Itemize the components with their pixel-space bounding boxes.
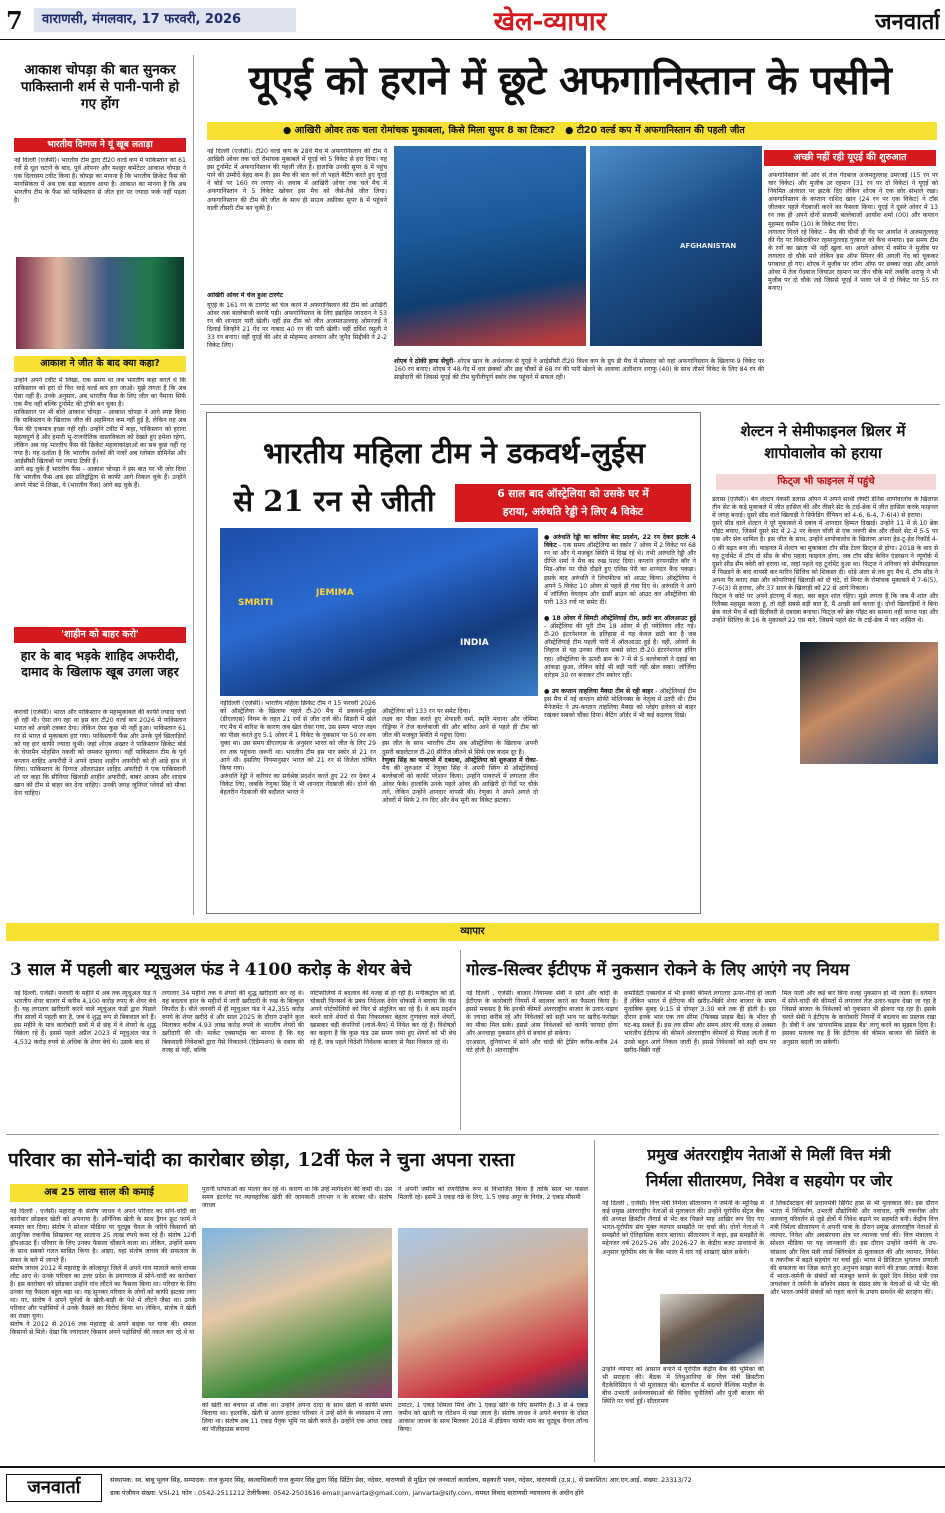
women-subhead: रेणुका सिंह का पावरप्ले में दबदबा, ऑस्ट्रेलिया को शुरुआत में रोका	[382, 756, 536, 764]
women-headline-2: से 21 रन से जीती	[233, 484, 435, 518]
dateline: वाराणसी, मंगलवार, 17 फरवरी, 2026	[34, 8, 296, 32]
women-body-col-2	[382, 700, 538, 908]
etf-body-2: कमोडिटी एक्सचेंज में भी इनकी कीमतें लगातार ऊपर-नीचे हो जाती हैं लेकिन भारत में ईटीएफ की खरीद-बिक्री शेयर बाजार के समय मुताबिक सुबह 9:15 से दोपहर 3:30 बजे तक ही होती है। इस दौरान इनके भाव एक तय सीमा (फिक्स्ड प्राइस बैंड) के भीतर ही घट-बढ़ सकते हैं। इस तय सीमा और समय अंतर की वजह से अक्सर भारतीय ईटीएफ की कीमतें अंतरराष्ट्रीय कीमतों से पिछड़ जाती हैं या उनसे बहुत आगे निकल जाती हैं। इससे निवेशकों को सही दाम पर खरीद-बिक्री नहीं	[624, 990, 776, 1054]
women-body-col-1: नईदिल्ली (एजेंसी)। भारतीय महिला क्रिकेट टीम ने 15 फरवरी 2026 को ऑस्ट्रेलिया के खिलाफ पहले टी-20 मैच में डकवर्थ-लुईस (डीएलएस) नियम के तहत 21 रनों से जीत दर्ज की। सिडनी में खेले गए मैच में बारिश के कारण जब खेल रोका गया, उस समय भारत लक्ष्य का पीछा करते हुए 5.1 ओवर में 1 विकेट के नुकसान पर 50 रन बना चुका था। उस समय डीएलएस के अनुसार भारत को जीत के लिए 29 रन तक पहुंचना जरूरी था। भारतीय टीम इस पार स्कोर से 21 रन आगे थी। इसलिए नियमानुसार भारत को 21 रन से विजेता घोषित किया गया। अरुंधति रेड्डी ने करियर का सर्वश्रेष्ठ प्रदर्शन करते हुए 22 रन देकर 4 विकेट लिए, जबकि रेणुका सिंह ने भी शानदार गेंदबाजी की। दोनों की बेहतरीन गेंदबाजी की बदौलत भारत ने	[220, 700, 376, 797]
bullet-icon: ●	[544, 534, 554, 542]
left-column-divider	[193, 55, 194, 915]
chopra-body-2: उन्होंने अपने टवीट में लिखा, एक समय था जब भारतीय कहा करते थे कि पाकिस्तान को हरा दो फिर चाहे वर्ल्ड कप हार जाओ। मुझे लगता है कि अब ऐसा नहीं है। उनके अनुसार, अब भारतीय फैंस के लिए जीत का पैमाना सिर्फ एक मैच नहीं बल्कि टूर्नामेंट की ट्रॉफी बन चुका है। पाकिस्तान पर भी बोले आकाश चोपड़ा - आकाश चोपड़ा ने आगे स्पष्ट किया कि पाकिस्तान के खिलाफ जीत की अहमियत कम नहीं हुई है, लेकिन यह अब फैंस की एकमात्र इच्छा नहीं रही। उन्होंने टवीट में कहा, पाकिस्तान को हराना महत्वपूर्ण है और हमारी भू-राजनीतिक वास्तविकता को देखते हुए हमेशा रहेगा, लेकिन अब यह भारतीय फैंस की क्रिकेट महत्वाकांक्षाओं का सब कुछ नहीं रह गया है। यह दर्शाता है कि भारतीय दर्शकों की नजरें अब ग्लोबल डोमिनेंस और आईसीसी खिताबों पर ज्यादा टिकी हैं। आगे बढ़ चुके हैं भारतीय फैंस - आकाश चोपड़ा ने इस बात पर भी जोर दिया कि भारतीय फैंस अब इस प्रतिद्वंद्विता से काफी आगे निकल चुके हैं। उन्होंने अपने पोस्ट में लिखा, वे (भारतीय फैंस) आगे बढ़ चुके हैं।	[14, 377, 186, 490]
bullet-icon: ●	[565, 125, 577, 136]
brand-logo: जनवार्ता	[875, 9, 940, 34]
jersey-jemima: JEMIMA	[316, 588, 354, 598]
lead-subhead: आखिरी ओवर में चेज हुआ टारगेट	[207, 292, 283, 299]
fm-body-3: ने लिकटेंस्टाइन की प्रधानमंत्री ब्रिगिट हास से भी मुलाकात की। इस दौरान भारत में विनिर्माण, उभरती प्रौद्योगिकी और नवाचार, कृषि तकनीक और जलवायु परिवर्तन से जुड़े क्षेत्रों में निवेश बढ़ाने पर सहमति बनी। केंद्रीय वित्त मंत्री निर्मला सीतारमण ने अपनी यात्रा के दौरान प्रमुख अंतरराष्ट्रीय नेताओं से व्यापार, निवेश और अवसंरचना क्षेत्र पर व्यापक चर्चा की। वित्त मंत्रालय ने सोशल मीडिया पर यह जानकारी दी। इस दौरान उन्होंने जर्मनी के उप-चांसलर और वित्त मंत्री लार्स क्लिंगबेल से मुलाकात की और व्यापार, निवेश व तकनीक में बढ़ते सहयोग पर चर्चा हुई। भारत में डिजिटल भुगतान प्रणाली की सफलता का जिक्र करते हुए अनुभव साझा करने की इच्छा जताई। बैठक में भारत-जर्मनी के संबंधों को मजबूत बनाने के दूसरे दिन विदेश मंत्री एस जयशंकर ने जर्मनी के सॉवरेन संसद के संसद संघ के नेताओं से भी भेंट की और भारत-जर्मनी संबंधों को गहरा करने के उपाय समर्थन की सराहना की।	[770, 1200, 938, 1297]
shelton-body: डलास (एजेंसी)। बेन शेल्टन नेकसी डलास ओपन में अपने साथी लेफ्टी डेनिस शापोवालोव के खिलाफ़ तीन सेट के कड़े मुकाबले में जीत हासिल की और तीसरे सेट के टाई-ब्रेक में जीत हासिल करके फाइनल में जगह बनाई। दूसरे सीड वाले खिलाड़ी ने डिफेंडिंग चैंपियन को 4-6, 6-4, 7-6(4) से हराया। दूसरे सीड वाले शेल्टन ने पूरे मुकाबले में दबाव में शानदार हिम्मत दिखाई। उन्होंने 11 में से 10 ब्रेक पॉइंट बचाए, जिसमें दूसरे सेट में 2-2 पर केवल वॉली से एक जरूरी सेव और तीसरे सेट में 5-5 पर एक और सेव शामिल है। इस जीत के साथ, उन्होंने शापोवालोव के खिलाफ अपना हेड-टू-हेड रिकॉर्ड 4-0 की बढ़त बना ली। फाइनल में शेल्टन का मुकाबला टॉप सीड टेलर फ्रिट्ज से होगा। 2018 के बाद से यह टूर्नामेंट में टॉप दो सीड के बीच पहला फाइनल होगा, जब टॉप सीड केविन एंडरसन ने न्यूयॉर्क में दूसरे सीड सैम क्वेरी को हराया था, जहां पहले यह टूर्नामेंट हुआ था। फिट्ज ने शनिवार को सेमीफाइनल में पिछड़ने के बाद वापसी कर मारिन सिलिच को शिकस्त दी। थोड़े अंतर से तय हुए मैच में, टॉप सीड ने अपना पैर बनाए रखा और कोपारियाई खिलाड़ी को दो घंटे, दो मिनट के रोमांचक मुकाबले में 7-6(5), 7-6(3) से हराया, और 37 साल के खिलाड़ी को 22 से आगे निकला। फिट्ज ने कोर्ट पर अपने इंटरव्यू में कहा, बस बहुत शांत रहिए। मुझे लगता है कि जब मैं शांत और रिलैक्स महसूस करता हूं, तो वही सबसे बड़ी बात है, मैं अच्छी सर्व करता हूं। दोनों खिलाड़ियों ने बिना ब्रेक वाले मैच में बड़ी डिलीवरी से दबदबा बनाया। फिट्ज़ को ब्रेक पॉइंट का सामना नहीं करना पड़ा और उन्होंने सिलिच के 16 के मुकाबले 22 एस मारे, जिसमें पहले सेट के टाई-ब्रेक में चार शामिल थे।	[712, 496, 938, 625]
masthead	[0, 0, 945, 40]
afridi-kicker: 'शाहीन को बाहर करो'	[14, 627, 186, 643]
fm-headline-2: निर्मला सीतारमण, निवेश व सहयोग पर जोर	[645, 1171, 893, 1190]
footer-imprint-2: डाक पंजीयन संख्या: VSI-21 फोन : 0542-2511212 टेलीफैक्स: 0542-2501616 email:janvarta@gmail.com, janvarta@sify.com, समस्त विवाद वाराणसी न्यायालय के अधीन होंगे	[110, 1489, 584, 1497]
farmer-body-3: ने अपनी जमीन को रणनीतिक रूप से विभाजित किया है ताकि साल भर फसल मिलती रहे। इसमें 3 एकड़ गन्ने के लिए, 1.5 एकड़ अंगूर के नियंत्र, 2 एकड़ मौसमी	[398, 1186, 588, 1202]
women-bullet-1-text: - एक समय ऑस्ट्रेलिया का स्कोर 7 ओवर में 2 विकेट पर 68 रन था और ये मजबूत स्थिति में दिख रहे थे। तभी अरुंधति रेड्डी और दीप्ति शर्मा ने मैच का रुख पलट दिया। कप्तान हरमनप्रीत कौर ने मिड-ऑफ पर पीछे दौड़ते हुए एलिस पेरी का शानदार कैच पकड़ा। इसके बाद अरुंधति ने लिचफील्ड को आउट किया। ऑस्ट्रेलिया ने अपने 5 विकेट 10 ओवर से पहले ही गंवा दिए थे। अरुंधति ने आगे में जॉर्जिया वेयरहम और डार्सी ब्राउन को आउट कर ऑस्ट्रेलिया की पारी 133 रनों पर समेट दी।	[544, 542, 696, 606]
women-body-col-2b: - मैच की शुरुआत में रेणुका सिंह ने अपनी स्विंग से ऑस्ट्रेलियाई बल्लेबाजों को काफी परेशान किया। उन्होंने पावरप्ले में लगातार तीन ओवर फेंके। हालांकि उनके पहले ओवर की आखिरी दो गेंदों पर चौके लगे, लेकिन उन्होंने शानदार वापसी की। रेणुका ने अपने अगले दो ओवरों में सिर्फ 2 रन दिए और बेथ मूनी का विकेट झटका।	[382, 756, 538, 805]
women-bullet-1	[544, 534, 696, 607]
fm-headline-1: प्रमुख अंतरराष्ट्रीय नेताओं से मिलीं वित्त मंत्री	[647, 1145, 891, 1164]
footer-brand: जनवार्ता	[6, 1474, 102, 1502]
women-bullets	[544, 526, 696, 910]
shelton-strap: फिट्ज भी फाइनल में पहुंचे	[716, 474, 936, 490]
shelton-headline: शेल्टन ने सेमीफाइनल थ्रिलर में शापोवालोव को हराया	[740, 422, 906, 462]
mf-body-1: नई दिल्ली, एजेंसी। फरवरी के महीने में अब तक म्यूचुअल फंड ने भारतीय शेयर बाजार में करीब 4,100 करोड़ रुपए के शेयर बेचे हैं। यह लगातार खरीदारी करने वाले म्यूचुअल फंडों द्वारा पिछले तीन सालों में पहली बार है, जब वे शुद्ध रूप से बिकवाल बने हैं। इस महीने के मात्र कारोबारी सत्रों में से छह में वे शेयरों के शुद्ध विक्रेता रहे हैं। इससे पहले अप्रैल 2023 में म्यूचुअल फंड ने 4,532 करोड़ रुपये से अधिक के शेयर बेचे थे। उसके बाद से	[14, 990, 156, 1046]
lead-strap-2: टी20 वर्ल्ड कप में अफगानिस्तान की पहली जीत	[576, 125, 745, 136]
fm-body-2: उन्होंने व्यापार को आसान बनाने में यूरोपीय केंद्रीय बैंक की भूमिका की भी सराहना की। बैठक में लिथुआनिया के वित्त मंत्री क्रिस्टीना वैटकेविसिएन ने भी मुलाकात की। बातचीत में बदलते वैश्विक माहौल के बीच उभरती अर्थव्यवस्थाओं की विविध चुनौतियों और पूंजी बाजार की स्थिति पर चर्चा हुई। सीतारमण	[602, 1366, 764, 1406]
afridi-body: कराची (एजेंसी)। भारत और पाकिस्तान के महामुकाबले की काफी ज्यादा चर्चा हो रही थी। ऐसा लग रहा था इस बार टी20 वर्ल्ड कप 2026 में पाकिस्तान भारत को अच्छी टक्कर देगा। लेकिन ऐसा कुछ भी नहीं हुआ। पाकिस्तान 61 रन से भारत से मुकाबला हार गया। पाकिस्तानी फैंस और उनके पूर्व खिलाड़ियों को यह हार काफी ज्यादा चुभी। जहां शोएब अख्तर ने पाकिस्तान क्रिकेट बोर्ड के चेयरमैन मोहसिन नकवी को जमकर सुनाया। वहीं पाकिस्तान टीम के पूर्व कप्तान शाहिद अफरीदी ने अपने दामाद शाहीन अफरीदी को ही आड़े हाथ ले लिया। पाकिस्तान के दिग्गज ऑलराउंडर शाहिद अफरीदी ने एक पाकिस्तानी शो पर कहा कि सीनियर खिलाड़ी शाहीन अफरीदी, बाबर आजम और शादाब खान को टीम से बाहर कर देना चाहिए। उनकी जगह जूनियर प्लेयर्स को मौका देना चाहिए।	[14, 709, 186, 797]
lead-body-2: यूएई के 161 रन के टारगेट को चेज करने में अफगानिस्तान की टीम को आखिरी ओवर तक बल्लेबाजी करनी पड़ी। अफगानिस्तान के लिए इब्राहिम जादरान ने 53 रन की शानदार पारी खेली। वहीं इस टीम को जीत अजमतउल्लाह ओमरजई ने दिलाई जिन्होंने 21 गेंद पर नाबाद 40 रन की पारी खेली। वहीं दर्विश रसूली ने 33 रन बनाए। वहीं यूएई की ओर से मोहम्मद अरफान और जुनैद सिद्दीकी ने 2-2 विकेट लिए।	[207, 302, 387, 350]
women-bullet-3	[544, 688, 696, 720]
women-bullet-3-text: - ऑस्ट्रेलियाई टीम इस मैच में नई कप्तान सोफी मोलिनक्स के नेतृत्व में उतरी थी। टीम मैनेजमेंट ने उप-कप्तान ताहलिया मैक्ग्रा को प्लेइंग इलेवन से बाहर रखकर सबको चौंका दिया। बैटिंग ऑर्डर में भी कई बदलाव दिखे।	[544, 687, 696, 720]
women-strap-line-1: 6 साल बाद ऑस्ट्रेलिया को उसके घर में	[497, 488, 649, 500]
bullet-icon: ●	[283, 125, 295, 136]
lead-strap-bar	[207, 122, 937, 140]
farmer-kicker: अब 25 लाख साल की कमाई	[10, 1184, 188, 1202]
masthead-rule	[0, 39, 945, 40]
lead-caption-text: - शोएब खान के अर्धशतक से यूएई ने आईसीसी टी20 विश्व कप के ग्रुप डी मैच में सोमवार को यहां अफगानिस्तान के खिलाफ 9 विकेट पर 160 रन बनाए। शोएब ने 48 गेंद में चार छक्कों और छह चौकों से 68 रन की पारी खेलने के अलावा अलीशान शराफू (40) के साथ तीसरे विकेट के लिए 84 रन की साझेदारी की जिससे यूएई की टीम चुनौतीपूर्ण स्कोर तक पहुंचने में सफल रही।	[394, 358, 764, 382]
farmer-body-4: को खेती का बचपन से शौक था। उन्होंने अपना दादा के साथ खेतों में काफी समय बिताया था। हालांकि, खेती से अलग हटकर परिवार ने उन्हें सोने के व्यवसाय में लगा लिया था। संतोष अब 11 एकड़ पैतृक भूमि पर खेती करते हैं। उन्होंने एक आधा एकड़ का पॉलीहाउस बनाया	[202, 1402, 392, 1434]
farmer-headline: परिवार का सोने-चांदी का कारोबार छोड़ा, 12वीं फेल ने चुना अपना रास्ता	[8, 1149, 515, 1171]
footer	[0, 1470, 945, 1510]
business-band-label: व्यापार	[460, 926, 485, 937]
business-divider	[460, 950, 461, 1130]
women-team-photo	[220, 528, 538, 696]
women-strap-line-2: हराया, अरुंधति रेड्डी ने लिए 4 विकेट	[502, 506, 644, 518]
farmer-body-1: नई दिल्ली , एजेंसी। महाराष्ट्र के संतोष जाधव ने अपने परिवार का सोने-चांदी का कारोबार छोड़कर खेती को अपनाया है। ऑर्गेनिक खेती के साथ ड्रैगन फ्रूट फार्म ने कमाल कर दिया। संतोष ने सोशल मीडिया पर यूट्यूब चैनल के जरिये किसानों को आधुनिक तकनीक सिखाकर यह सालाना 25 लाख रुपये कमा रहे हैं। संतोष 12वीं ड्रॉपआउट हैं। परिवार के लिए उनका फैसला चौंकाने वाला था। लेकिन, उन्होंने समय के साथ सबको गलत साबित किया है। आइए, यहां संतोष जाधव की सफलता के सफर के बारे में जानते हैं। संतोष जाधव 2012 में महाराष्ट्र के कोल्हापुर जिले में अपने गांव मालाले करवे वापस लौट आए थे। उनके परिवार का उत्तर प्रदेश के प्रयागराज में सोने-चांदी का कारोबार है। इस कारोबार को छोड़कर उन्होंने गांव लौटने का फैसला किया था। परिवार के लिए उनका यह फैसला बहुत बड़ा था। यह सुनकर परिवार के लोगों को काफी झटका लगा था। पर, संतोष ने अपने पूर्वजों के खेती-बाड़ी के पेशे में लौटने जैसा था। उनके परिवार और पड़ोसियों ने उनके फैसले का विरोध किया था। लेकिन, संतोष ने खेती का रास्ता चुना। संतोष ने 2012 से 2016 तक महाराष्ट्र से अपने बाइक पर यात्रा की। सफल किसानों से मिले। देखा कि ज्यादातर किसान अपने पड़ोसियों की नकल कर रहे थे या	[10, 1208, 196, 1337]
lead-headline: यूएई को हराने में छूटे अफगानिस्तान के पसीने	[248, 57, 892, 104]
chopra-photo	[16, 257, 184, 349]
lead-body: नई दिल्ली (एजेंसी)। टी20 वर्ल्ड कप के 28वें मैच में अफगानिस्तान की टीम ने आखिरी ओवर तक चले रोमांचक मुकाबले में यूएई को 5 विकेट से हरा दिया। यह इस टूर्नामेंट में अफगानिस्तान की पहली जीत है। हालांकि उनकी सुपर 8 में पहुंच पाने की उम्मीदें बेहद कम हैं। इस मैच की बात करें तो पहले बैटिंग करते हुए यूएई ने बोर्ड पर 160 रन लगाए थे। जवाब में आखिरी ओवर तक चले मैच में अफगानिस्तान ने 5 विकेट खोकर इस मैच को जैसे-तैसे जीत लिया। अफगानिस्तान की टीम की जीत के साथ ही साउथ अफ्रीका सुपर 8 में पहुंचने वाली तीसरी टीम बन चुकी है।	[207, 148, 387, 212]
farmer-body-2: पुरानी परंपराओं का पालन कर रहे थे। कारण था कि उन्हें मार्गदर्शन की कमी थी। उस समय इंटरनेट पर व्यावहारिक खेती की जानकारी लगभग न के बराबर थी। संतोष जाधव	[202, 1186, 392, 1210]
etf-headline: गोल्ड-सिल्वर ईटीएफ में नुकसान रोकने के लिए आएंगे नए नियम	[466, 960, 850, 979]
women-body-col-2a: ऑस्ट्रेलिया को 133 रन पर समेट दिया। लक्ष्य का पीछा करते हुए शेफाली वर्मा, स्मृति मंधाना और जेमिमा रोड्रिग्स ने तेज बल्लेबाजी की और बारिश आने से पहले ही टीम को जीत की मजबूत स्थिति में पहुंचा दिया। इस जीत के साथ भारतीय टीम अब ऑस्ट्रेलिया के खिलाफ अपनी दूसरी बाइलेटरल टी-20 सीरीज जीतने से सिर्फ एक कदम दूर है।	[382, 708, 538, 756]
page-number: 7	[6, 6, 23, 34]
lead-rule	[200, 404, 940, 405]
fm-photo	[660, 1294, 764, 1364]
section-title: खेल-व्यापार	[493, 7, 607, 36]
women-bullet-2	[544, 615, 696, 680]
jersey-india: INDIA	[460, 638, 489, 648]
bullet-icon: ●	[544, 615, 553, 623]
chopra-subhead: आकाश ने जीत के बाद क्या कहा?	[14, 356, 186, 372]
etf-body-3: मिल पाती और कई बार बिना वजह नुकसान हो भी जाता है। वर्तमान में सोने-चांदी की कीमतों में लगातार तेज उतार-चढ़ाव देखा जा रहा है जिससे बाजार के निवेशकों को नुकसान भी झेलना पड़ रहा है। इसके चलते सेबी ने ईटीएफ के कारोबारी नियमों में बदलाव का प्रस्ताव रखा है। सेबी ने अब 'डायनामिक प्राइस बैंड' लागू करने का सुझाव दिया है। इसका मतलब यह है कि ईटीएफ की कीमत बाजार की स्थिति के अनुसार बदली जा सकेगी।	[782, 990, 936, 1046]
afghan-batsman-photo	[590, 146, 762, 346]
business-band	[6, 923, 939, 941]
etf-body-1: नई दिल्ली , एजेंसी। बाजार नियामक सेबी ने सोने और चांदी के ईटीएफ के कारोबारी नियमों में बदलाव करने का फैसला किया है। इससे मकसद है कि इनकी कीमतें अंतरराष्ट्रीय बाजार के उतार-चढ़ाव के ज्यादा करीब रहें और निवेशकों को सही भाव पर खरीद-फरोख्त का मौका मिल सके। इससे आम निवेशकों को काफी फायदा होगा और अनचाहा नुकसान होने से बचाव हो सकेगा। दरअसल, दुनियाभर में सोने और चांदी की ट्रेडिंग करीब-करीब 24 घंटे होती है। अंतरराष्ट्रीय	[466, 990, 618, 1054]
women-red-strap	[455, 484, 691, 522]
footer-imprint: संस्थापक: स्व. बाबू भूलन सिंह, सम्पादक: राज कुमार सिंह, स्वत्वाधिकारी राज कुमार सिंह द्वारा सिंह प्रिंटिंग प्रेस, नदेसर, वाराणसी से मुद्रित एवं जनवार्ता कार्यालय, सहकारी भवन, नदेसर, वाराणसी (उ.प्र.), से प्रकाशित। आर.एन.आई. संख्या: 23313/72	[110, 1476, 692, 1484]
jersey-smriti: SMRITI	[238, 598, 274, 608]
bullet-icon: ●	[544, 687, 552, 695]
women-bullet-2-text: - ऑस्ट्रेलिया की पूरी टीम 18 ओवर में ही पवेलियन लौट गई। टी-20 इंटरनेशनल के इतिहास में यह केवल छठी बार है जब ऑस्ट्रेलियाई टीम पहली पारी में ऑलआउट हुई है। वहीं, ओवरों के लिहाज से यह उनका तीसरा सबसे छोटा टी-20 इंटरनेशनल इनिंग रहा। ऑस्ट्रेलिया के ऊपरी क्रम के 7 में से 5 बल्लेबाजों ने दहाई का आंकड़ा छुआ, लेकिन कोई भी बड़ी पारी नहीं खेल सका। जॉर्जिया वारेहम 30 रन बनाकर टॉप स्कोरर रहीं।	[544, 623, 696, 679]
farmer-divider	[594, 1140, 595, 1462]
footer-rule	[0, 1466, 945, 1468]
lead-strap-1: आखिरी ओवर तक चला रोमांचक मुकाबला, किसे मिला सुपर 8 का टिकट?	[294, 125, 556, 136]
women-bullet-3-bold: उप कप्तान ताहलिया मैक्ग्रा टीम से रही बाहर	[551, 687, 654, 695]
jersey-text: AFGHANISTAN	[680, 242, 737, 250]
chopra-headline: आकाश चोपड़ा की बात सुनकर पाकिस्तानी शर्म से पानी-पानी हो गए होंग	[20, 62, 180, 112]
fm-body-1: नई दिल्ली , एजेंसी। वित्त मंत्री निर्मला सीतारमण ने जर्मनी के म्यूनिख में कई प्रमुख अंतरराष्ट्रीय नेताओं से मुलाकात की। उन्होंने यूरोपीय सेंट्रल बैंक की अध्यक्ष क्रिस्टीन लैगार्ड से भेंट कर पिछले माह आखिर रूप दिए गए भारत-यूरोपीय संघ मुक्त व्यापार समझौते पर चर्चा की। दोनों नेताओं ने समझौते को ऐतिहासिक करार बताया। सीतारमण ने कहा, इस समझौते के मद्देनजर वर्ष 2025-26 और 2026-27 के केंद्रीय बजट प्रावधानों के अनुसार यूरोपीय संघ के बैंक भारत में चार नई शाखाएं खोल सकेंगे।	[602, 1200, 764, 1256]
farmer-photo-left	[202, 1228, 392, 1398]
uae-start-body: अफगानिस्तान की ओर से तेज गेंदबाज अजमतुल्लाह उमरजई (15 रन पर चार विकेट) और मुजीब उर रहमान (31 रन पर दो विकेट) ने यूएई को नियमित अंतराल पर झटके दिए लेकिन शोएब ने एक छोर संभाले रखा। अफगानिस्तान के कप्तान राशिद खान (24 रन पर एक विकेट) ने टॉस जीतकर पहले गेंदबाजी करने का फैसला किया। यूएई ने दूसरे ओवर में 13 रन तक ही अपने दोनों सलामी बल्लेबाजों आर्यांश शर्मा (00) और कप्तान मुहम्मद वसीम (10) के विकेट गंवा दिए। लगातार गिरते रहे विकेट - मैच की चौथी ही गेंद पर आर्यांश ने अजमतुल्लाह की गेंद पर विकेटकीपर रहमानुल्लाह गुरबाज को कैच थमाया। इस समय टीम के रनों का खाता भी नहीं खुला था। अगले ओवर में वसीम ने मुजीब पर लगातार दो चौके मारे लेकिन इस ऑफ स्पिनर की अगली गेंद को चूककर पगबाधा हो गए। शोएब ने मुजीब पर लॉन्ग ऑफ पर छक्का जड़ा और अगले ओवर में तेज गेंदबाज जियाउर रहमान पर तीन चौके मारे जबकि शराफू ने भी मुजीब पर दो चौके जड़े जिससे यूएई ने पावर प्ले में दो विकेट पर 55 रन बनाए।	[768, 172, 938, 293]
business-rule	[6, 1134, 939, 1135]
women-headline-1: भारतीय महिला टीम ने डकवर्थ-लुईस	[263, 436, 645, 470]
women-bullet-2-bold: 18 ओवर में सिमटी ऑस्ट्रेलियाई टीम, छठी बार ऑलआउट हुई	[552, 615, 696, 623]
lead-caption-bold: शोएब ने ठोकी हाफ सेंचुरी	[394, 358, 454, 366]
left-column	[14, 62, 186, 910]
farmer-body-5: टमाटर, 1 एकड़ शिमला मिर्च और 1 एकड़ खीरे के लिए समर्पित है। 3 से 4 एकड़ जमीन को खाली या रोटेशन में रखा जाता है। संतोष जाधव ने अपने बचपन के दोस्त आकाश जाधव के साथ मिलकर 2018 में इंडियन फार्मर नाम का यूट्यूब चैनल लॉन्च किया।	[398, 1402, 588, 1434]
afghan-team-photo	[394, 146, 586, 346]
women-bullet-1-bold: अरुंधति रेड्डी का करियर बेस्ट प्रदर्शन, 22 रन देकर झटके 4 विकेट	[544, 534, 696, 550]
uae-start-kicker: अच्छी नहीं रही यूएई की शुरुआत	[764, 150, 936, 166]
mf-headline: 3 साल में पहली बार म्यूचुअल फंड ने 4100 करोड़ के शेयर बेचे	[10, 960, 412, 980]
mf-body-3: पोर्टफोलियो में बदलाव की वजह से हो रही है। मनीकंट्रोल को डॉ. चोकसी फिनसर्व के प्रबंध निदेशक देवेन चोकसी ने बताया कि फंड अपने पोर्टफोलियो को फिर से संतुलित कर रहे हैं। वे कम प्रदर्शन करने वाले शेयरों से पैसा निकालकर बेहतर गुणवत्ता वाले शेयरों, खासकर बड़ी कंपनियों (लार्ज-कैप) में निवेश कर रहे हैं। विशेषज्ञों का कहना है कि कुछ फंड उस समय जमा हुए शेयरों को भी बेच रहे हैं, जब पहले विदेशी निवेशक बाजार से पैसा निकाल रहे थे।	[310, 990, 456, 1046]
chopra-body: नई दिल्ली (एजेंसी)। भारतीय टीम द्वारा टी20 वर्ल्ड कप में पाकिस्तान को 61 रनों से धूल चटाने के बाद, पूर्व ओपनर और मशहूर कमेंटेटर आकाश चोपड़ा ने एक दिलचस्प टवीट किया है। चोपड़ा का मानना है कि भारतीय क्रिकेट फैंस की मानसिकता में अब एक बड़ा बदलाव आया है। आकाश का मानना है कि अब भारतीय टीम के फैंस को पाकिस्तान से जीत हार पर ज्यादा फर्क नहीं पड़ता है।	[14, 157, 186, 205]
shelton-photo	[800, 642, 938, 764]
chopra-kicker: भारतीय दिग्गज ने यूं खूब लताड़ा	[14, 138, 186, 152]
mf-body-2: लगातार 34 महीनों तक वे शेयरों की शुद्ध खरीदारी कर रहे थे। यह बदलाव हाल के महीनों में जारी खरीदारी के रुख के बिल्कुल विपरीत है। बीते जनवरी में ही म्यूचुअल फंड ने 42,355 करोड़ रुपये के शेयर खरीदे थे और साल 2025 के दौरान उन्होंने कुल मिलाकर करीब 4.93 लाख करोड़ रुपये के भारतीय शेयरों की खरीदारी की थी। मार्केट एक्सपर्ट्स का मानना है कि यह बिकवाली निवेशकों द्वारा पैसे निकालने (रिडेम्पशन) के दबाव की वजह से नहीं, बल्कि	[162, 990, 304, 1054]
afridi-headline: हार के बाद भड़के शाहिद अफरीदी, दामाद के खिलाफ खूब उगला जहर	[20, 648, 180, 679]
farmer-photo-right	[398, 1228, 588, 1398]
lead-photo-caption	[394, 350, 764, 400]
